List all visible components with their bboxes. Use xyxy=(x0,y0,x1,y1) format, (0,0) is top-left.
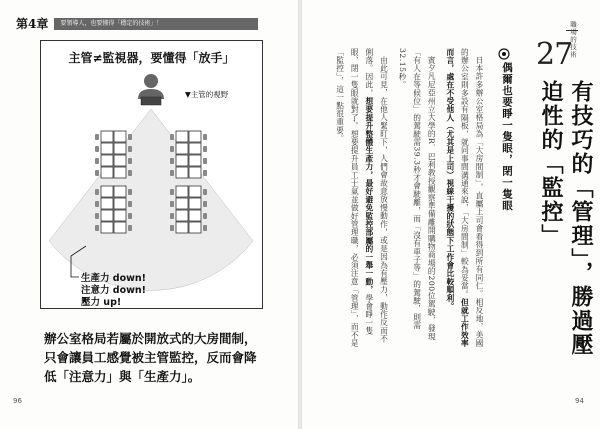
running-header: 職場的技術 xyxy=(569,21,577,59)
target-icon xyxy=(498,48,510,60)
sub-heading: 偶爾也要睜一隻眼，閉一隻眼 xyxy=(501,62,513,212)
book-gutter xyxy=(298,0,302,429)
emphasis-text: 但就工作效率而言，處在不受他人（尤其是上司）視線干擾的狀態下工作會比較順利。 xyxy=(445,48,470,348)
effect-stress: 壓力 up! xyxy=(81,297,122,308)
page-number-right: 94 xyxy=(575,397,584,405)
emphasis-text: 想要提升整體生產力，最好避免監控部屬的一舉一動， xyxy=(364,97,374,295)
illustration-box xyxy=(40,40,263,309)
view-field xyxy=(49,109,253,290)
page-number-left: 96 xyxy=(13,397,22,405)
effects-list xyxy=(81,273,146,309)
view-label: ▼主管的視野 xyxy=(185,90,229,99)
body-text xyxy=(320,48,486,348)
paragraph-text: 由此可見，在他人緊盯下，人們會故意放慢動作，或是因為有壓力，動作反而不俐落。因此， xyxy=(364,48,389,343)
illustration-title: 主管≠監視器，要懂得「放手」 xyxy=(68,51,235,65)
effect-attention: 注意力 down! xyxy=(81,285,147,296)
chapter-number: 第4章 xyxy=(16,17,49,31)
section-number: 27 xyxy=(536,37,573,72)
paragraph xyxy=(442,48,486,348)
paragraph-text: 賓夕凡尼亞州立大學的R．巴利教授觀察準備離開購物商場的200位駕駛，發現「有人在等候位」的駕駛需39.3秒才會駛離，而「沒有車子等」的駕駛，則需32.15秒。 xyxy=(398,48,437,341)
paragraph-text: 學會睜一隻眼、閉一隻眼就對了。想要提升員工士氣並做好管理職，必須注意「管理」，而不是「監控」，這一點很重要。 xyxy=(335,48,374,348)
effect-productivity: 生產力 down! xyxy=(81,273,147,284)
illustration-caption: 辦公室格局若屬於開放式的大房間制，只會讓員工感覺被主管監控，反而會降低「注意力」與「生產力」。 xyxy=(44,331,257,384)
section-title: 有技巧的「管理」，勝過壓迫性的「監控」 xyxy=(538,80,593,357)
chapter-band: 要領導人，也要懂得「穩定的技術」！ xyxy=(54,18,258,30)
boss-icon xyxy=(138,74,164,105)
paragraph-text: 日本許多辦公室格局為「大房間制」，直屬上司會看得到所有同仁。相反地，美國的辦公室則多設有隔板，就同事間溝通來說，「大房間制」較為妥當。 xyxy=(460,48,484,348)
office-layout-diagram xyxy=(41,41,262,308)
paragraph xyxy=(394,48,438,348)
paragraph xyxy=(332,48,390,348)
chapter-header xyxy=(16,17,258,30)
